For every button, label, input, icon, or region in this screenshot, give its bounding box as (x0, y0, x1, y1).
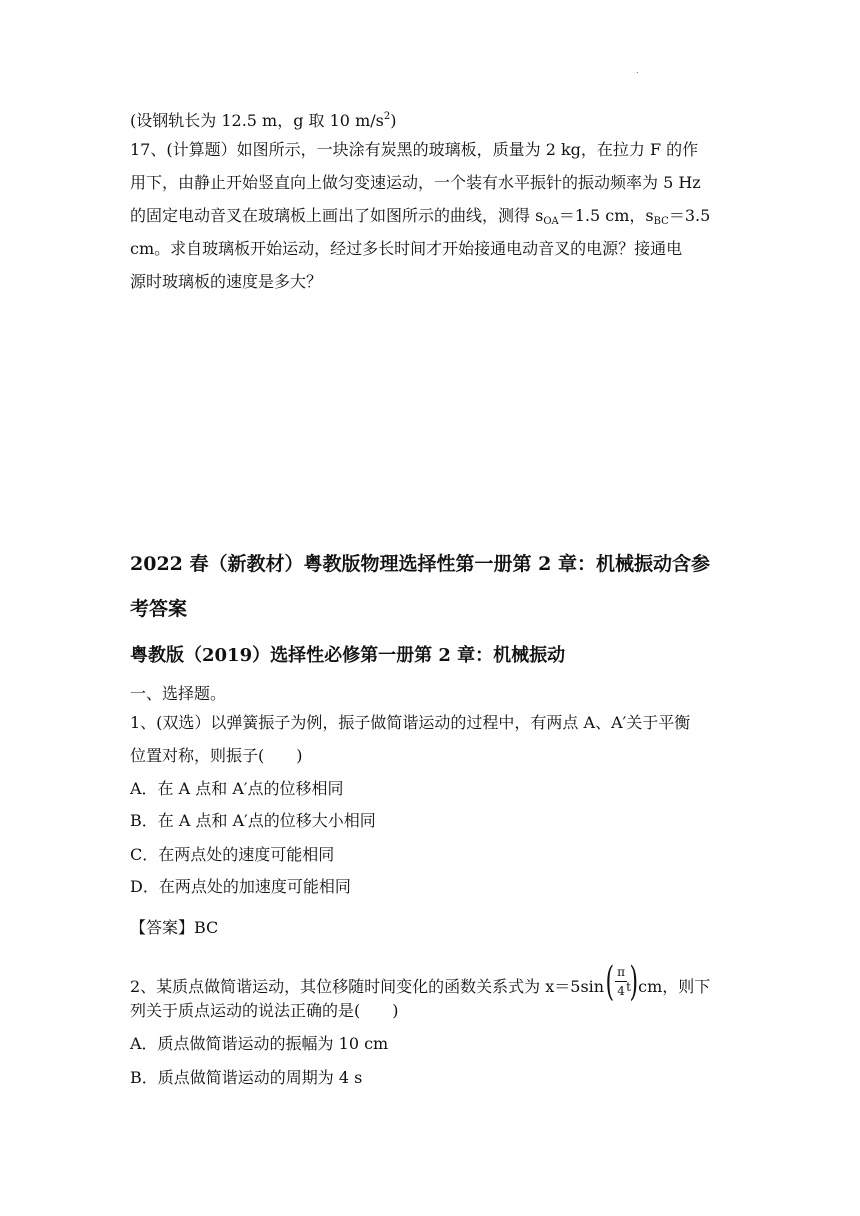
q1-option-a: A．在 A 点和 A′点的位移相同 (130, 779, 344, 798)
page-marker-dot: . (636, 66, 639, 75)
q1-answer: 【答案】BC (130, 918, 219, 937)
fraction-numerator: π (617, 965, 626, 979)
q1-line-2: 位置对称，则振子( ) (130, 746, 303, 765)
q16-tail-prefix: (设钢轨长为 12.5 m，g 取 10 m/s (130, 111, 384, 130)
q17-line-3b: ＝1.5 cm，s (558, 206, 654, 225)
q1-line-1: 1、(双选）以弹簧振子为例，振子做简谐运动的过程中，有两点 A、A′关于平衡 (130, 713, 691, 732)
q2-line-1b: cm，则下 (638, 977, 711, 996)
q2-line-1a: 2、某质点做简谐运动，其位移随时间变化的函数关系式为 x＝5sin (130, 977, 605, 996)
q17-line-2: 用下，由静止开始竖直向上做匀变速运动，一个装有水平振针的振动频率为 5 Hz (130, 173, 701, 192)
q1-option-b: B．在 A 点和 A′点的位移大小相同 (130, 811, 376, 830)
q17-line-1: 17、(计算题）如图所示，一块涂有炭黑的玻璃板，质量为 2 kg，在拉力 F 的作 (130, 140, 699, 159)
q1-option-c: C．在两点处的速度可能相同 (130, 845, 335, 864)
q16-tail-line (130, 102, 396, 136)
q2-line-2: 列关于质点运动的说法正确的是( ) (130, 1001, 399, 1020)
q17-sub-bc: BC (653, 216, 669, 227)
document-title-line-2: 考答案 (130, 598, 188, 620)
q17-line-3a: 的固定电动音叉在玻璃板上画出了如图所示的曲线，测得 s (130, 206, 544, 225)
q16-tail-suffix: ) (390, 111, 397, 130)
q2-option-b: B．质点做简谐运动的周期为 4 s (130, 1068, 363, 1087)
q17-line-3 (130, 201, 710, 237)
document-title-line-1: 2022 春（新教材）粤教版物理选择性第一册第 2 章：机械振动含参 (130, 553, 710, 575)
q2-fraction (604, 959, 639, 1006)
q16-tail-sup: 2 (383, 111, 391, 122)
q17-line-4: cm。求自玻璃板开始运动，经过多长时间才开始接通电动音叉的电源？接通电 (130, 239, 683, 258)
q17-line-5: 源时玻璃板的速度是多大？ (130, 272, 323, 291)
q1-option-d: D．在两点处的加速度可能相同 (130, 877, 351, 896)
fraction-denominator: 4 (617, 984, 625, 998)
fraction-variable: t (626, 980, 631, 994)
section-heading: 一、选择题。 (130, 684, 227, 703)
q17-line-3c: ＝3.5 (668, 206, 711, 225)
document-subtitle: 粤教版（2019）选择性必修第一册第 2 章：机械振动 (130, 645, 566, 666)
right-paren-glyph: ) (629, 959, 639, 1005)
q17-sub-oa: OA (543, 216, 559, 227)
q2-option-a: A．质点做简谐运动的振幅为 10 cm (130, 1034, 389, 1053)
left-paren-glyph: ( (605, 959, 615, 1005)
